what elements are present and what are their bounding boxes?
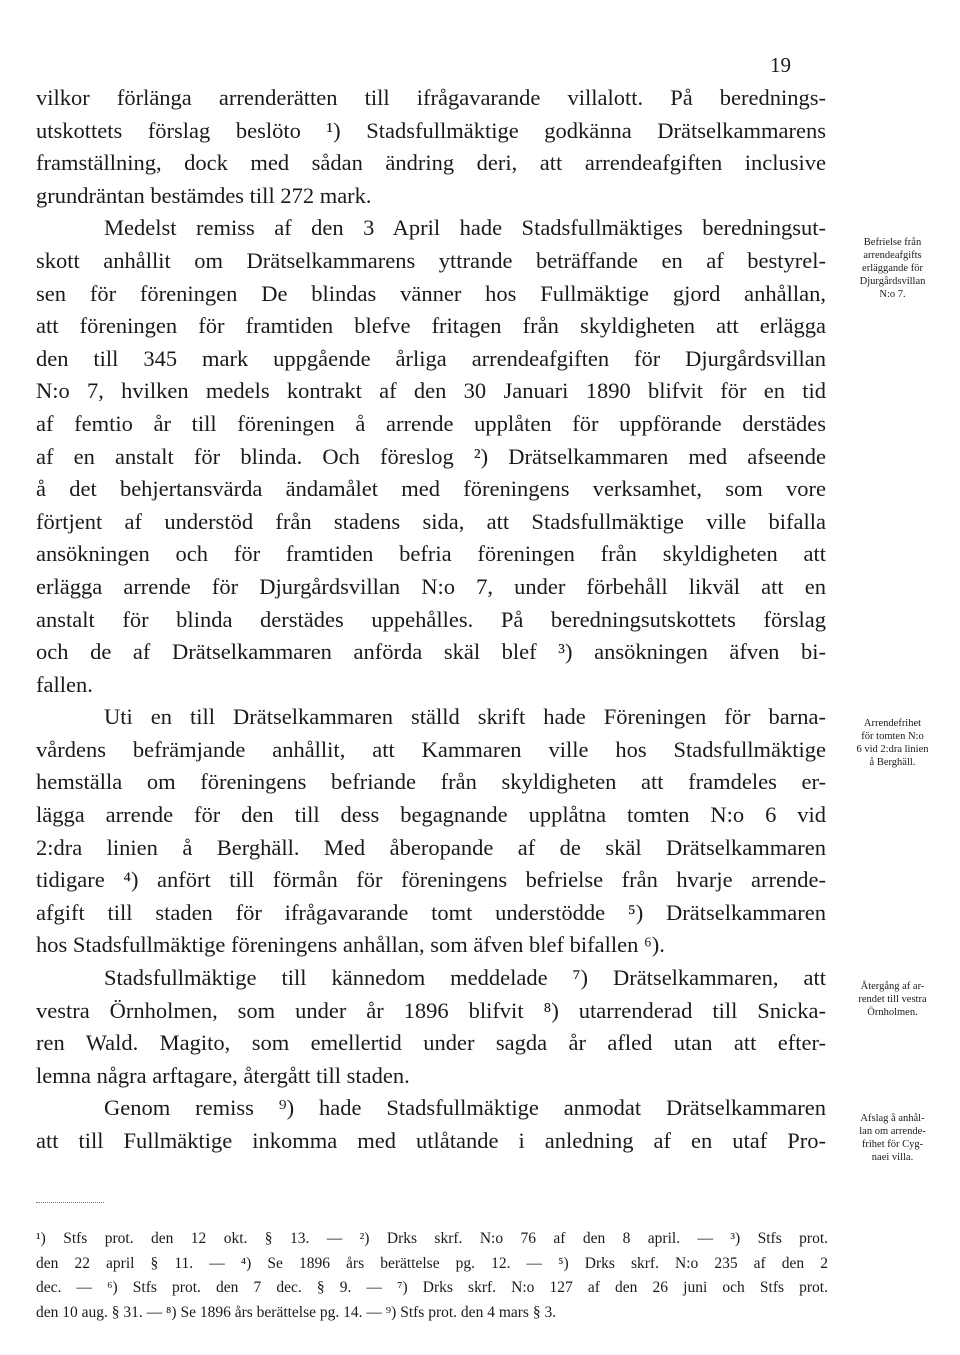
text-line: den till 345 mark uppgående årliga arrendeafgiften för Djurgårdsvillan — [36, 345, 826, 371]
text-line: Medelst remiss af den 3 April hade Stadsfullmäktiges beredningsut- — [104, 215, 826, 241]
margin-note-berghall — [830, 717, 955, 769]
footnote-line: ¹) Stfs prot. den 12 okt. § 13. — ²) Drks skrf. N:o 76 af den 8 april. — ³) Stfs prot. — [36, 1230, 828, 1247]
text-line: Genom remiss ⁹) hade Stadsfullmäktige anmodat Drätselkammaren — [104, 1095, 826, 1121]
text-line: att föreningen för framtiden blefve fritagen från skyldigheten att erlägga — [36, 313, 826, 339]
margin-note-line: för tomten N:o — [861, 731, 924, 742]
text-line: af femtio år till föreningen å arrende upplåten för uppförande derstädes — [36, 410, 826, 436]
margin-note-line: frihet för Cyg- — [861, 1139, 924, 1150]
text-line: lägga arrende för den till dess begagnande upplåtna tomten N:o 6 vid — [36, 802, 826, 828]
footnote-line: dec. — ⁶) Stfs prot. den 7 dec. § 9. — ⁷) Drks skrf. N:o 127 af den 26 juni och Stfs prot. — [36, 1279, 828, 1297]
text-line: ansökningen och för framtiden befria föreningen från skyldigheten att — [36, 541, 826, 567]
text-line: framställning, dock med sådan ändring deri, att arrendeafgiften inclusive — [36, 150, 826, 176]
text-line: anstalt för blinda derstädes uppehålles. På beredningsutskottets förslag — [36, 606, 826, 632]
text-line: grundräntan bestämdes till 272 mark. — [36, 182, 372, 208]
footnotes — [36, 1227, 828, 1325]
text-line: N:o 7, hvilken medels kontrakt af den 30 Januari 1890 blifvit för en tid — [36, 378, 826, 404]
text-line: erlägga arrende för Djurgårdsvillan N:o 7, under förbehåll likväl att en — [36, 573, 826, 599]
footnote-divider — [36, 1202, 104, 1203]
margin-note-line: erläggande för — [862, 263, 923, 274]
margin-note-djurgardsvillan — [830, 236, 955, 301]
text-line: afgift till staden för ifrågavarande tomt understödde ⁵) Drätselkammaren — [36, 899, 826, 925]
margin-note-ornholmen — [830, 980, 955, 1019]
footnote-line: den 10 aug. § 31. — ⁸) Se 1896 års berättelse pg. 14. — ⁹) Stfs prot. den 4 mars § 3. — [36, 1303, 557, 1321]
text-line: hemställa om föreningens befriande från skyldigheten att framdeles er- — [36, 769, 826, 795]
margin-note-line: arrendeafgifts — [863, 250, 922, 261]
text-line: utskottets förslag beslöto ¹) Stadsfullmäktige godkänna Drätselkammarens — [36, 117, 826, 143]
margin-note-line: naei villa. — [871, 1152, 914, 1163]
margin-note-line: Örnholmen. — [867, 1007, 918, 1018]
text-line: Uti en till Drätselkammaren ställd skrift hade Föreningen för barna- — [104, 704, 826, 730]
margin-note-line: lan om arrende- — [859, 1126, 926, 1137]
text-line: af en anstalt för blinda. Och föreslog ²) Drätselkammaren med afseende — [36, 443, 826, 469]
margin-note-line: 6 vid 2:dra linien — [856, 744, 929, 755]
text-line: skott anhållit om Drätselkammarens yttrande beträffande en af bestyrel- — [36, 247, 826, 273]
text-line: förtjent af understöd från stadens sida, att Stadsfullmäktige ville bifalla — [36, 508, 826, 534]
text-line: å det behjertansvärda ändamålet med föreningens verksamhet, som vore — [36, 476, 826, 502]
margin-note-line: Djurgårdsvillan — [859, 276, 926, 287]
text-line: vestra Örnholmen, som under år 1896 blifvit ⁸) utarrenderad till Snicka- — [36, 997, 826, 1023]
text-line: vårdens befrämjande anhållit, att Kammaren ville hos Stadsfullmäktige — [36, 736, 826, 762]
margin-note-line: Befrielse från — [863, 237, 922, 248]
text-line: och de af Drätselkammaren anförda skäl blef ³) ansökningen äfven bi- — [36, 639, 826, 665]
margin-note-line: Afslag å anhål- — [860, 1113, 925, 1124]
margin-note-line: å Berghäll. — [869, 757, 916, 768]
text-line: lemna några arftagare, återgått till staden. — [36, 1062, 410, 1088]
footnote-line: den 22 april § 11. — ⁴) Se 1896 års berättelse pg. 12. — ⁵) Drks skrf. N:o 235 af den 2 — [36, 1254, 828, 1272]
margin-note-line: N:o 7. — [879, 289, 906, 300]
text-line: tidigare ⁴) anfört till förmån för föreningens befrielse från hvarje arrende- — [36, 867, 826, 893]
margin-note-cygnaei-villa — [830, 1112, 955, 1164]
margin-note-line: Arrendefrihet — [863, 718, 922, 729]
text-line: ren Wald. Magito, som emellertid under sagda år afled utan att efter- — [36, 1030, 826, 1056]
text-line: hos Stadsfullmäktige föreningens anhållan, som äfven blef bifallen ⁶). — [36, 932, 665, 958]
text-line: fallen. — [36, 671, 93, 697]
margin-note-line: Återgång af ar- — [860, 981, 925, 992]
page-number: 19 — [770, 53, 791, 77]
text-line: Stadsfullmäktige till kännedom meddelade ⁷) Drätselkammaren, att — [104, 965, 826, 991]
margin-note-line: rendet till vestra — [858, 994, 927, 1005]
text-line: vilkor förlänga arrenderätten till ifrågavarande villalott. På berednings- — [36, 85, 826, 110]
text-line: 2:dra linien å Berghäll. Med åberopande af de skäl Drätselkammaren — [36, 834, 826, 860]
text-line: att till Fullmäktige inkomma med utlåtande i anledning af en utaf Pro- — [36, 1128, 826, 1153]
text-line: sen för föreningen De blindas vänner hos Fullmäktige gjord anhållan, — [36, 280, 826, 306]
body-text — [36, 82, 826, 1158]
